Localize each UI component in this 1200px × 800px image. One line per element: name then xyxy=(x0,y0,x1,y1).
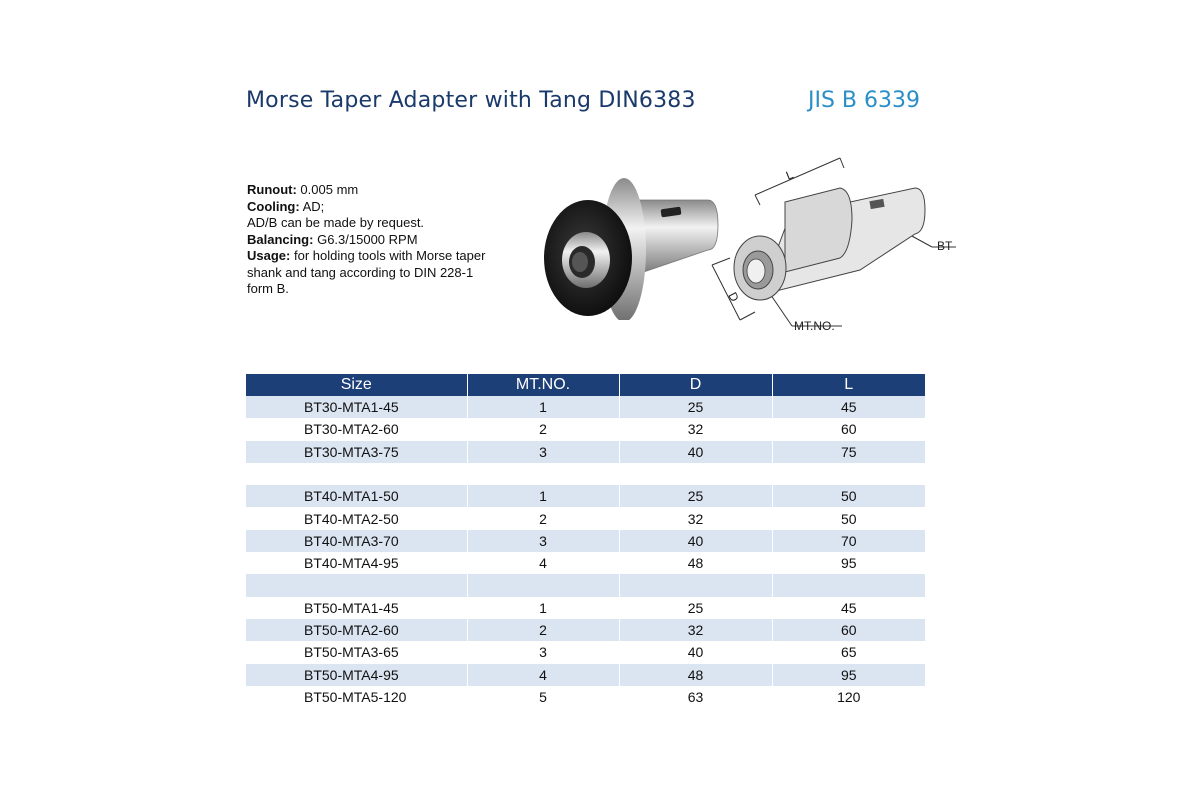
table-row xyxy=(246,441,925,463)
cell-mt-no: 2 xyxy=(467,619,619,641)
table-row xyxy=(246,485,925,507)
table-row xyxy=(246,686,925,708)
balancing-value: G6.3/15000 RPM xyxy=(313,231,418,247)
runout-label: Runout: xyxy=(247,182,297,197)
cooling-line xyxy=(247,199,487,216)
cell-size: BT40-MTA4-95 xyxy=(246,552,467,574)
technical-drawing xyxy=(700,150,970,340)
balancing-line xyxy=(247,232,487,249)
dim-label-l: L xyxy=(783,167,796,183)
cell-l: 95 xyxy=(772,552,925,574)
cell-d: 32 xyxy=(619,507,772,529)
table-row xyxy=(246,597,925,619)
cell-l: 45 xyxy=(772,396,925,418)
runout-value: 0.005 mm xyxy=(296,182,359,197)
cell-l: 120 xyxy=(772,686,925,708)
runout-line xyxy=(247,182,487,199)
cell-d: 63 xyxy=(619,686,772,708)
usage-value: for holding tools with Morse taper shank and tang according to DIN 228-1 form B. xyxy=(247,248,486,296)
header-l: L xyxy=(772,374,925,396)
cell-size: BT50-MTA1-45 xyxy=(246,597,467,619)
cell-mt-no: 5 xyxy=(467,686,619,708)
cooling-value: AD; xyxy=(299,198,325,214)
cell-l: 65 xyxy=(772,641,925,663)
cell-size: BT30-MTA1-45 xyxy=(246,396,467,418)
cell-mt-no: 1 xyxy=(467,396,619,418)
cell-size: BT40-MTA1-50 xyxy=(246,485,467,507)
cell-size: BT50-MTA5-120 xyxy=(246,686,467,708)
dim-label-d: D xyxy=(725,289,742,305)
label-bt: BT xyxy=(937,239,953,253)
table-row xyxy=(246,641,925,663)
cell-l: 95 xyxy=(772,664,925,686)
cell-mt-no: 4 xyxy=(467,664,619,686)
table-row xyxy=(246,664,925,686)
cell-d: 25 xyxy=(619,396,772,418)
table-row xyxy=(246,396,925,418)
cell-l: 75 xyxy=(772,441,925,463)
page-title: Morse Taper Adapter with Tang DIN6383 xyxy=(246,88,696,113)
cell-l xyxy=(772,463,925,485)
table-row xyxy=(246,552,925,574)
table-header-row xyxy=(246,374,925,396)
table-row xyxy=(246,619,925,641)
cell-size: BT40-MTA2-50 xyxy=(246,507,467,529)
cell-mt-no: 3 xyxy=(467,441,619,463)
cell-l xyxy=(772,574,925,596)
usage-line xyxy=(247,248,487,298)
cell-mt-no: 4 xyxy=(467,552,619,574)
cell-l: 60 xyxy=(772,418,925,440)
cell-l: 50 xyxy=(772,485,925,507)
cell-d: 48 xyxy=(619,552,772,574)
header-d: D xyxy=(619,374,772,396)
cell-l: 60 xyxy=(772,619,925,641)
cell-size xyxy=(246,463,467,485)
cell-size: BT50-MTA4-95 xyxy=(246,664,467,686)
cell-l: 50 xyxy=(772,507,925,529)
spec-block xyxy=(247,182,487,298)
cell-mt-no: 1 xyxy=(467,597,619,619)
cell-mt-no: 2 xyxy=(467,418,619,440)
standard-label: JIS B 6339 xyxy=(807,88,920,113)
cell-d: 40 xyxy=(619,641,772,663)
header-size: Size xyxy=(246,374,467,396)
cell-l: 45 xyxy=(772,597,925,619)
cell-size: BT50-MTA3-65 xyxy=(246,641,467,663)
cell-size: BT30-MTA2-60 xyxy=(246,418,467,440)
cooling-label: Cooling: xyxy=(247,198,300,214)
cell-size xyxy=(246,574,467,596)
usage-label: Usage: xyxy=(247,248,291,263)
cell-l: 70 xyxy=(772,530,925,552)
cooling-note: AD/B can be made by request. xyxy=(247,215,425,230)
cell-d: 48 xyxy=(619,664,772,686)
cell-d: 40 xyxy=(619,530,772,552)
cell-mt-no: 1 xyxy=(467,485,619,507)
size-table xyxy=(246,374,925,708)
header-mt-no: MT.NO. xyxy=(467,374,619,396)
cell-mt-no xyxy=(467,463,619,485)
cell-d: 25 xyxy=(619,597,772,619)
cell-d xyxy=(619,463,772,485)
table-row xyxy=(246,418,925,440)
cell-d xyxy=(619,574,772,596)
balancing-label: Balancing: xyxy=(247,231,314,247)
cell-d: 32 xyxy=(619,418,772,440)
table-row xyxy=(246,530,925,552)
label-mt: MT.NO. xyxy=(794,319,835,333)
cell-size: BT30-MTA3-75 xyxy=(246,441,467,463)
cell-size: BT50-MTA2-60 xyxy=(246,619,467,641)
table-row xyxy=(246,507,925,529)
cell-mt-no: 3 xyxy=(467,530,619,552)
cell-mt-no: 3 xyxy=(467,641,619,663)
cell-mt-no xyxy=(467,574,619,596)
table-row xyxy=(246,574,925,596)
cell-size: BT40-MTA3-70 xyxy=(246,530,467,552)
cell-d: 40 xyxy=(619,441,772,463)
cell-mt-no: 2 xyxy=(467,507,619,529)
table-row xyxy=(246,463,925,485)
cell-d: 25 xyxy=(619,485,772,507)
cell-d: 32 xyxy=(619,619,772,641)
